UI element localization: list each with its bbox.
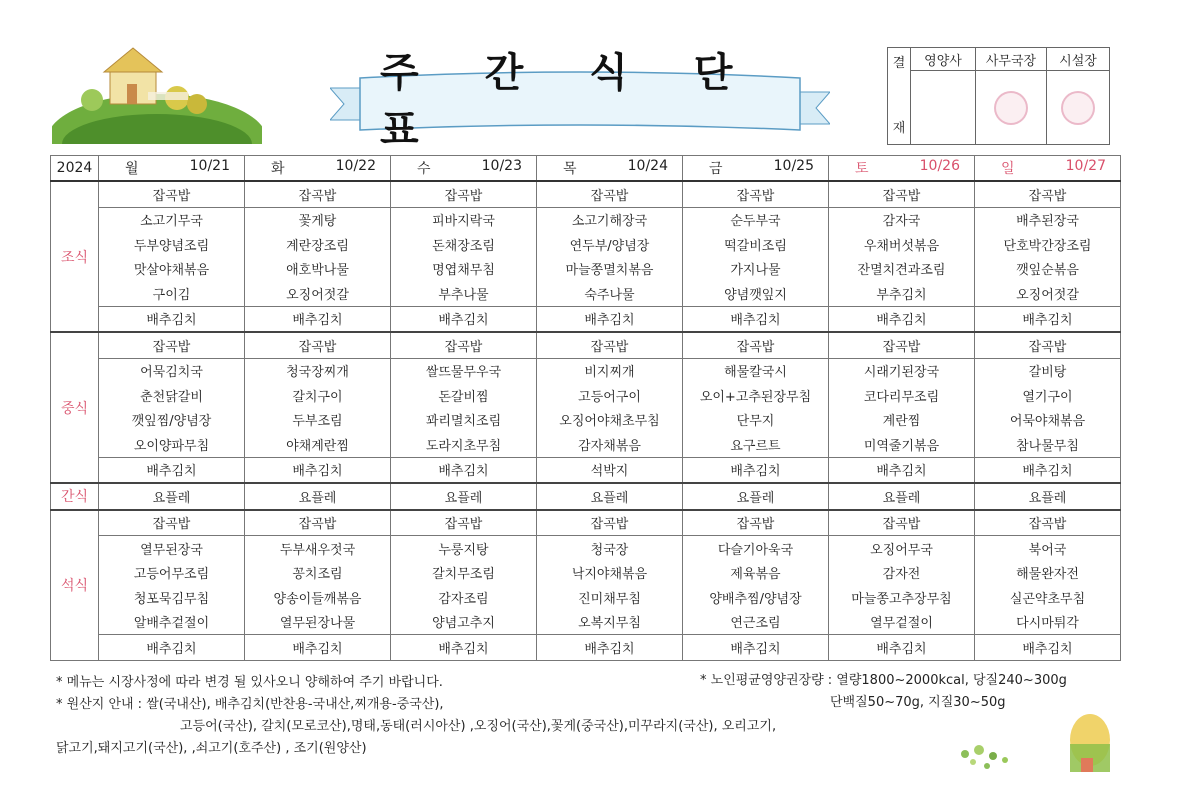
menu-item: 열무된장국	[99, 536, 245, 561]
menu-item: 잡곡밥	[99, 332, 245, 358]
day-name: 월	[125, 161, 139, 177]
menu-item: 갈비탕	[975, 358, 1121, 383]
note-origin: * 원산지 안내 : 쌀(국내산), 배추김치(반찬용-국내산,찌개용-중국산),	[56, 697, 444, 712]
menu-item: 두부조림	[245, 408, 391, 433]
menu-item: 배추김치	[391, 635, 537, 661]
menu-item: 요플레	[391, 483, 537, 510]
approval-box	[887, 47, 1110, 145]
menu-item: 비지찌개	[537, 358, 683, 383]
menu-item: 오복지무침	[537, 610, 683, 635]
menu-row	[51, 306, 1121, 332]
menu-item: 잡곡밥	[537, 510, 683, 536]
menu-item: 감자전	[829, 561, 975, 586]
day-name: 수	[417, 161, 431, 177]
menu-item: 우채버섯볶음	[829, 232, 975, 257]
menu-item: 제육볶음	[683, 561, 829, 586]
menu-item: 잡곡밥	[391, 510, 537, 536]
menu-item: 양송이들깨볶음	[245, 585, 391, 610]
menu-item: 단무지	[683, 408, 829, 433]
menu-item: 맛살야채볶음	[99, 257, 245, 282]
menu-item: 가지나물	[683, 257, 829, 282]
menu-item: 배추김치	[537, 635, 683, 661]
menu-item: 연두부/양념장	[537, 232, 683, 257]
menu-item: 계란찜	[829, 408, 975, 433]
menu-item: 배추된장국	[975, 207, 1121, 232]
menu-item: 잡곡밥	[391, 181, 537, 207]
menu-item: 소고기무국	[99, 207, 245, 232]
menu-item: 잡곡밥	[975, 181, 1121, 207]
menu-item: 돈채장조림	[391, 232, 537, 257]
menu-item: 시래기된장국	[829, 358, 975, 383]
signature-slot-director	[1047, 71, 1110, 145]
menu-item: 다시마튀각	[975, 610, 1121, 635]
menu-item: 잡곡밥	[245, 181, 391, 207]
menu-item: 미역줄기볶음	[829, 432, 975, 457]
menu-row	[51, 358, 1121, 383]
menu-item: 마늘쫑고추장무침	[829, 585, 975, 610]
menu-item: 잡곡밥	[683, 510, 829, 536]
menu-row	[51, 610, 1121, 635]
approval-label	[888, 48, 911, 145]
menu-row	[51, 585, 1121, 610]
seal-stamp	[994, 91, 1028, 125]
menu-row	[51, 432, 1121, 457]
menu-item: 배추김치	[683, 635, 829, 661]
menu-item: 오징어야채초무침	[537, 408, 683, 433]
menu-item: 오징어무국	[829, 536, 975, 561]
menu-item: 열기구이	[975, 383, 1121, 408]
menu-item: 피바지락국	[391, 207, 537, 232]
menu-item: 명엽채무침	[391, 257, 537, 282]
menu-item: 요플레	[537, 483, 683, 510]
menu-item: 감자채볶음	[537, 432, 683, 457]
menu-item: 잡곡밥	[683, 332, 829, 358]
menu-item: 춘천닭갈비	[99, 383, 245, 408]
menu-item: 배추김치	[99, 457, 245, 483]
day-date: 10/21	[189, 158, 230, 174]
menu-item: 요구르트	[683, 432, 829, 457]
menu-item: 잡곡밥	[829, 181, 975, 207]
approval-role-nutritionist: 영양사	[911, 48, 976, 71]
menu-item: 잡곡밥	[829, 332, 975, 358]
menu-row	[51, 383, 1121, 408]
day-header-cell	[683, 156, 829, 182]
day-header-cell	[391, 156, 537, 182]
weekly-menu-table	[50, 155, 1121, 661]
menu-item: 청포묵김무침	[99, 585, 245, 610]
menu-item: 마늘쫑멸치볶음	[537, 257, 683, 282]
menu-item: 배추김치	[829, 635, 975, 661]
menu-row	[51, 181, 1121, 207]
menu-item: 고등어무조림	[99, 561, 245, 586]
seal-stamp	[1061, 91, 1095, 125]
menu-item: 잡곡밥	[99, 181, 245, 207]
menu-item: 배추김치	[829, 457, 975, 483]
menu-item: 감자조림	[391, 585, 537, 610]
year-cell: 2024	[51, 156, 99, 182]
meal-label: 중식	[51, 332, 99, 483]
day-date: 10/25	[773, 158, 814, 174]
day-name: 목	[563, 161, 577, 177]
menu-item: 배추김치	[829, 306, 975, 332]
menu-item: 배추김치	[245, 635, 391, 661]
menu-item: 잡곡밥	[245, 510, 391, 536]
day-date: 10/26	[919, 158, 960, 174]
menu-item: 참나물무침	[975, 432, 1121, 457]
nutrition-line-1: * 노인평균영양권장량 : 열량1800~2000kcal, 당질240~300g	[700, 673, 1067, 688]
menu-item: 다슬기아욱국	[683, 536, 829, 561]
day-name: 토	[855, 161, 869, 177]
menu-row	[51, 483, 1121, 510]
day-date: 10/27	[1065, 158, 1106, 174]
menu-item: 깻잎순볶음	[975, 257, 1121, 282]
menu-item: 북어국	[975, 536, 1121, 561]
menu-item: 갈치무조림	[391, 561, 537, 586]
menu-item: 야채계란찜	[245, 432, 391, 457]
meal-label: 조식	[51, 181, 99, 332]
menu-item: 순두부국	[683, 207, 829, 232]
menu-item: 해물칼국시	[683, 358, 829, 383]
menu-item: 알배추겉절이	[99, 610, 245, 635]
menu-item: 요플레	[245, 483, 391, 510]
menu-item: 쌀뜨물무우국	[391, 358, 537, 383]
nutrition-note	[700, 670, 1067, 714]
menu-item: 잡곡밥	[245, 332, 391, 358]
menu-item: 잡곡밥	[537, 181, 683, 207]
menu-item: 배추김치	[975, 457, 1121, 483]
menu-item: 낙지야채볶음	[537, 561, 683, 586]
menu-item: 배추김치	[391, 306, 537, 332]
menu-row	[51, 561, 1121, 586]
menu-item: 오징어젓갈	[245, 281, 391, 306]
menu-row	[51, 207, 1121, 232]
menu-item: 양배추찜/양념장	[683, 585, 829, 610]
menu-item: 배추김치	[99, 635, 245, 661]
note-origin-cont: 고등어(국산), 갈치(모로코산),명태,동태(러시아산) ,오징어(국산),꽃게(중국산),미꾸라지(국산), 오리고기,	[180, 719, 777, 734]
menu-item: 잡곡밥	[683, 181, 829, 207]
menu-item: 꽁치조림	[245, 561, 391, 586]
approval-label-top: 결	[892, 56, 906, 71]
day-date: 10/23	[481, 158, 522, 174]
approval-role-director: 시설장	[1047, 48, 1110, 71]
note-change-notice: * 메뉴는 시장사정에 따라 변경 될 있사오니 양해하여 주기 바랍니다.	[56, 675, 443, 690]
menu-row	[51, 408, 1121, 433]
menu-item: 오징어젓갈	[975, 281, 1121, 306]
menu-item: 배추김치	[975, 306, 1121, 332]
signature-slot-office-manager	[976, 71, 1047, 145]
note-origin-cont2: 닭고기,돼지고기(국산), ,쇠고기(호주산) , 조기(원양산)	[56, 741, 367, 756]
approval-role-office-manager: 사무국장	[976, 48, 1047, 71]
menu-item: 잡곡밥	[975, 510, 1121, 536]
menu-item: 두부양념조림	[99, 232, 245, 257]
menu-item: 숙주나물	[537, 281, 683, 306]
day-header-cell	[537, 156, 683, 182]
menu-item: 어묵야채볶음	[975, 408, 1121, 433]
menu-item: 꽃게탕	[245, 207, 391, 232]
menu-item: 실곤약초무침	[975, 585, 1121, 610]
menu-item: 잡곡밥	[99, 510, 245, 536]
menu-item: 누룽지탕	[391, 536, 537, 561]
menu-item: 잡곡밥	[975, 332, 1121, 358]
menu-item: 해물완자전	[975, 561, 1121, 586]
day-name: 화	[271, 161, 285, 177]
menu-item: 배추김치	[245, 306, 391, 332]
menu-item: 도라지초무침	[391, 432, 537, 457]
menu-item: 잡곡밥	[391, 332, 537, 358]
menu-item: 돈갈비찜	[391, 383, 537, 408]
menu-item: 두부새우젓국	[245, 536, 391, 561]
menu-item: 배추김치	[245, 457, 391, 483]
menu-item: 깻잎찜/양념장	[99, 408, 245, 433]
menu-item: 요플레	[975, 483, 1121, 510]
menu-item: 꽈리멸치조림	[391, 408, 537, 433]
hill-house-illustration	[52, 40, 262, 144]
day-name: 금	[709, 161, 723, 177]
menu-item: 배추김치	[391, 457, 537, 483]
menu-item: 고등어구이	[537, 383, 683, 408]
menu-row	[51, 281, 1121, 306]
menu-row	[51, 635, 1121, 661]
header-row	[51, 156, 1121, 182]
menu-item: 구이김	[99, 281, 245, 306]
menu-item: 부추나물	[391, 281, 537, 306]
menu-item: 배추김치	[537, 306, 683, 332]
menu-item: 열무된장나물	[245, 610, 391, 635]
menu-row	[51, 332, 1121, 358]
menu-row	[51, 536, 1121, 561]
menu-item: 배추김치	[683, 306, 829, 332]
menu-item: 열무겉절이	[829, 610, 975, 635]
menu-item: 어묵김치국	[99, 358, 245, 383]
meal-label: 석식	[51, 510, 99, 661]
menu-item: 떡갈비조림	[683, 232, 829, 257]
day-header-cell	[829, 156, 975, 182]
menu-item: 잡곡밥	[537, 332, 683, 358]
menu-item: 단호박간장조림	[975, 232, 1121, 257]
menu-item: 배추김치	[99, 306, 245, 332]
menu-row	[51, 457, 1121, 483]
menu-item: 오이양파무침	[99, 432, 245, 457]
menu-item: 요플레	[99, 483, 245, 510]
day-header-cell	[99, 156, 245, 182]
menu-item: 배추김치	[683, 457, 829, 483]
menu-item: 연근조림	[683, 610, 829, 635]
menu-item: 부추김치	[829, 281, 975, 306]
day-date: 10/22	[335, 158, 376, 174]
menu-item: 청국장찌개	[245, 358, 391, 383]
menu-item: 갈치구이	[245, 383, 391, 408]
meal-label: 간식	[51, 483, 99, 510]
menu-item: 코다리무조림	[829, 383, 975, 408]
menu-item: 잡곡밥	[829, 510, 975, 536]
menu-item: 배추김치	[975, 635, 1121, 661]
approval-label-bottom: 재	[892, 121, 906, 137]
menu-item: 석박지	[537, 457, 683, 483]
nutrition-line-2: 단백질50~70g, 지질30~50g	[830, 695, 1006, 710]
menu-row	[51, 257, 1121, 282]
menu-item: 진미채무침	[537, 585, 683, 610]
menu-item: 요플레	[683, 483, 829, 510]
menu-item: 요플레	[829, 483, 975, 510]
day-header-cell	[245, 156, 391, 182]
menu-item: 양념깻잎지	[683, 281, 829, 306]
menu-item: 잔멸치견과조림	[829, 257, 975, 282]
day-name: 일	[1001, 161, 1015, 177]
notes	[56, 672, 776, 760]
menu-item: 소고기해장국	[537, 207, 683, 232]
menu-item: 오이+고추된장무침	[683, 383, 829, 408]
menu-item: 계란장조림	[245, 232, 391, 257]
signature-slot-nutritionist	[911, 71, 976, 145]
menu-row	[51, 510, 1121, 536]
day-date: 10/24	[627, 158, 668, 174]
page-title: 주 간 식 단 표	[380, 50, 759, 153]
menu-item: 감자국	[829, 207, 975, 232]
menu-row	[51, 232, 1121, 257]
day-header-cell	[975, 156, 1121, 182]
menu-item: 양념고추지	[391, 610, 537, 635]
flower-tree-decoration	[945, 710, 1115, 776]
menu-item: 애호박나물	[245, 257, 391, 282]
menu-item: 청국장	[537, 536, 683, 561]
